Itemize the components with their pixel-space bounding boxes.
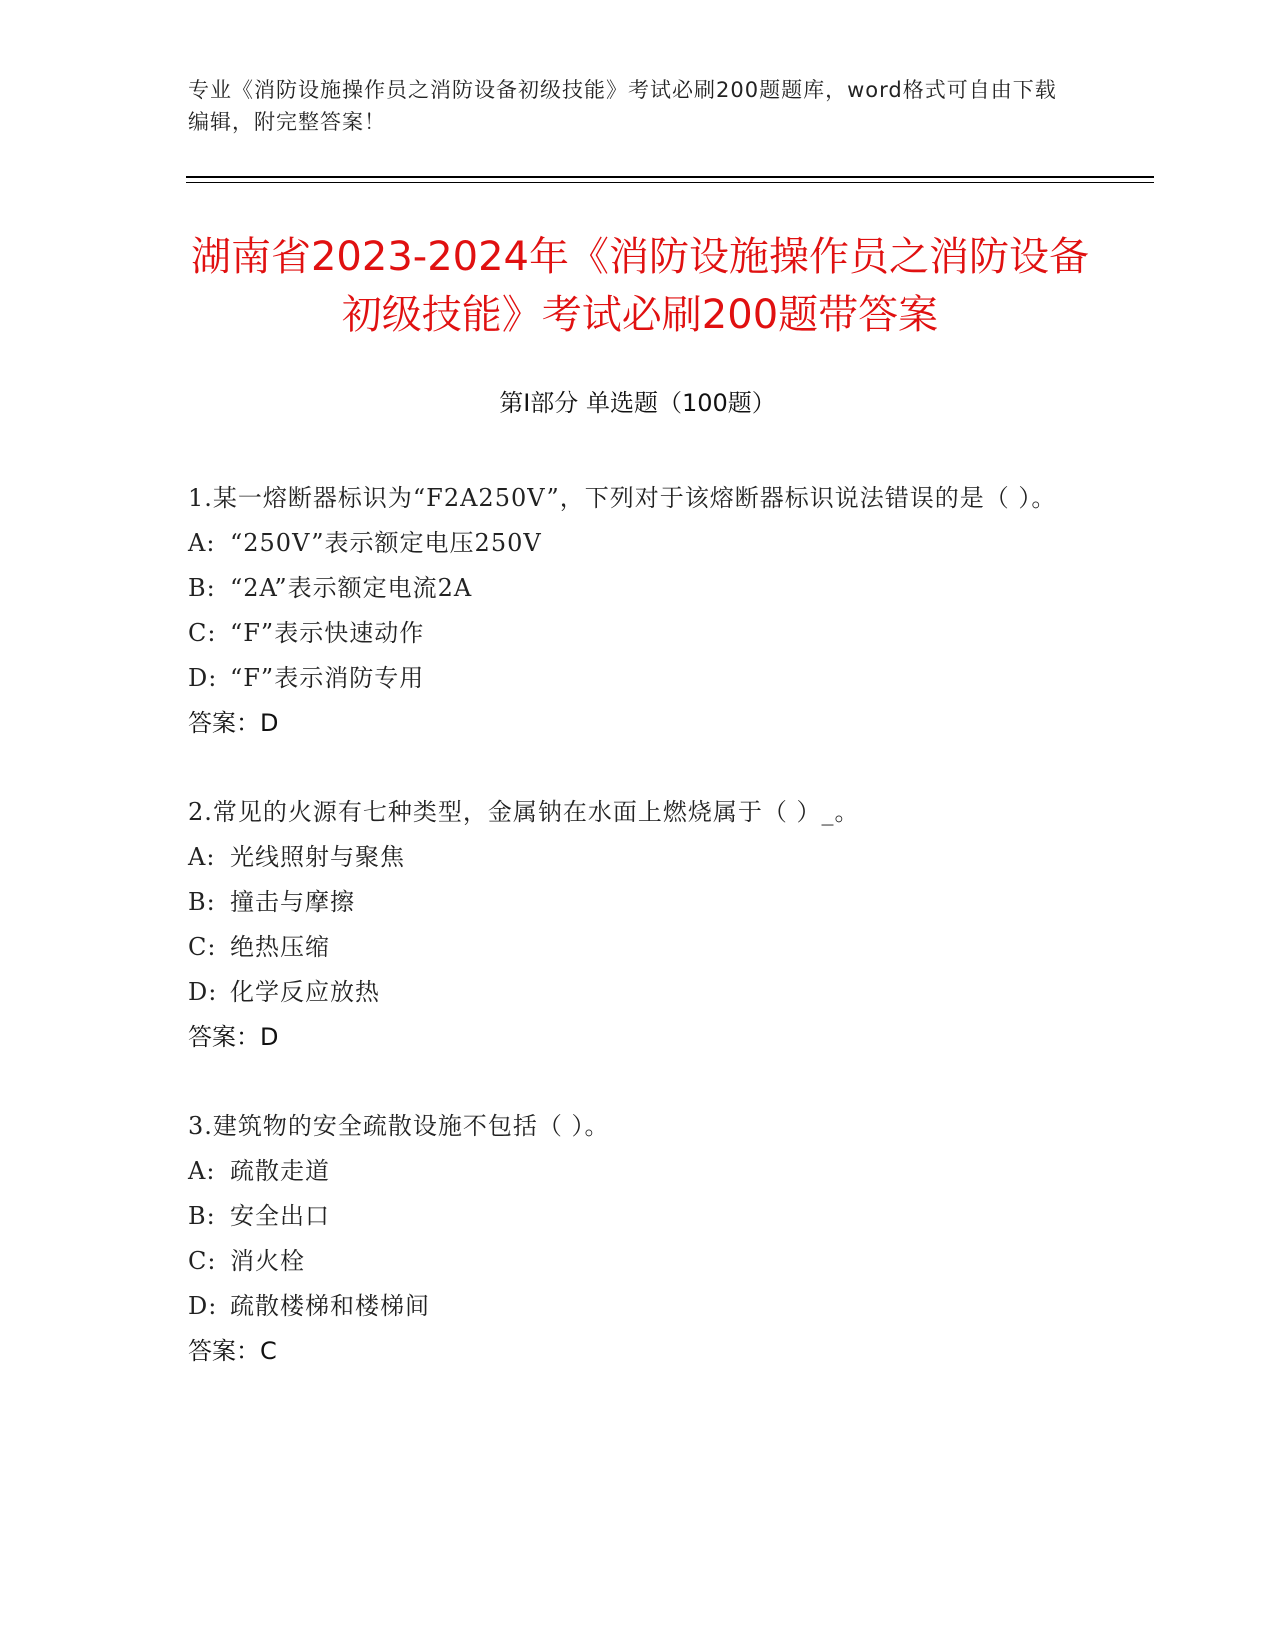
option-text: 化学反应放热 (230, 978, 380, 1006)
question-option (188, 1149, 1088, 1194)
option-letter: D: (188, 664, 218, 692)
document-title: 湖南省2023-2024年《消防设施操作员之消防设备初级技能》考试必刷200题带答案 (190, 234, 1090, 338)
question-option (188, 566, 1088, 611)
option-text: “250V”表示额定电压250V (230, 529, 542, 557)
option-text: 绝热压缩 (230, 933, 330, 961)
question-option (188, 970, 1088, 1015)
section-title: 第Ⅰ部分 单选题（100题） (499, 389, 776, 417)
option-text: “F”表示消防专用 (230, 664, 425, 692)
option-text: 撞击与摩擦 (230, 888, 355, 916)
option-letter: A: (188, 529, 216, 557)
question-item (188, 790, 1088, 1060)
option-letter: A: (188, 1157, 216, 1185)
question-option (188, 656, 1088, 701)
option-letter: C: (188, 933, 217, 961)
question-option (188, 880, 1088, 925)
question-answer: 答案：D (188, 1023, 279, 1051)
question-option (188, 521, 1088, 566)
option-letter: B: (188, 888, 216, 916)
option-letter: C: (188, 1247, 217, 1275)
option-letter: D: (188, 1292, 218, 1320)
question-answer: 答案：C (188, 1337, 277, 1365)
option-letter: B: (188, 574, 216, 602)
option-letter: D: (188, 978, 218, 1006)
option-text: 疏散走道 (230, 1157, 330, 1185)
option-text: 光线照射与聚焦 (230, 843, 405, 871)
question-option (188, 1284, 1088, 1329)
question-list (188, 476, 1088, 1374)
option-text: “2A”表示额定电流2A (230, 574, 473, 602)
question-spacer (188, 1060, 1088, 1104)
option-letter: C: (188, 619, 217, 647)
option-text: 疏散楼梯和楼梯间 (230, 1292, 430, 1320)
option-letter: A: (188, 843, 216, 871)
option-letter: B: (188, 1202, 216, 1230)
question-item (188, 476, 1088, 746)
question-stem: 2.常见的火源有七种类型，金属钠在水面上燃烧属于（ ）_。 (188, 798, 860, 826)
option-text: 消火栓 (230, 1247, 305, 1275)
question-option (188, 1194, 1088, 1239)
question-stem: 3.建筑物的安全疏散设施不包括（ ）。 (188, 1112, 610, 1140)
option-text: 安全出口 (230, 1202, 330, 1230)
header-divider-thin (186, 182, 1154, 183)
question-option (188, 611, 1088, 656)
question-spacer (188, 746, 1088, 790)
question-item (188, 1104, 1088, 1374)
question-option (188, 925, 1088, 970)
header-divider-thick (186, 176, 1154, 178)
header-note: 专业《消防设施操作员之消防设备初级技能》考试必刷200题题库，word格式可自由下载编辑，附完整答案！ (188, 78, 1057, 134)
question-answer: 答案：D (188, 709, 279, 737)
question-option (188, 1239, 1088, 1284)
question-stem: 1.某一熔断器标识为“F2A250V”，下列对于该熔断器标识说法错误的是（ ）。 (188, 484, 1057, 512)
option-text: “F”表示快速动作 (230, 619, 425, 647)
question-option (188, 835, 1088, 880)
